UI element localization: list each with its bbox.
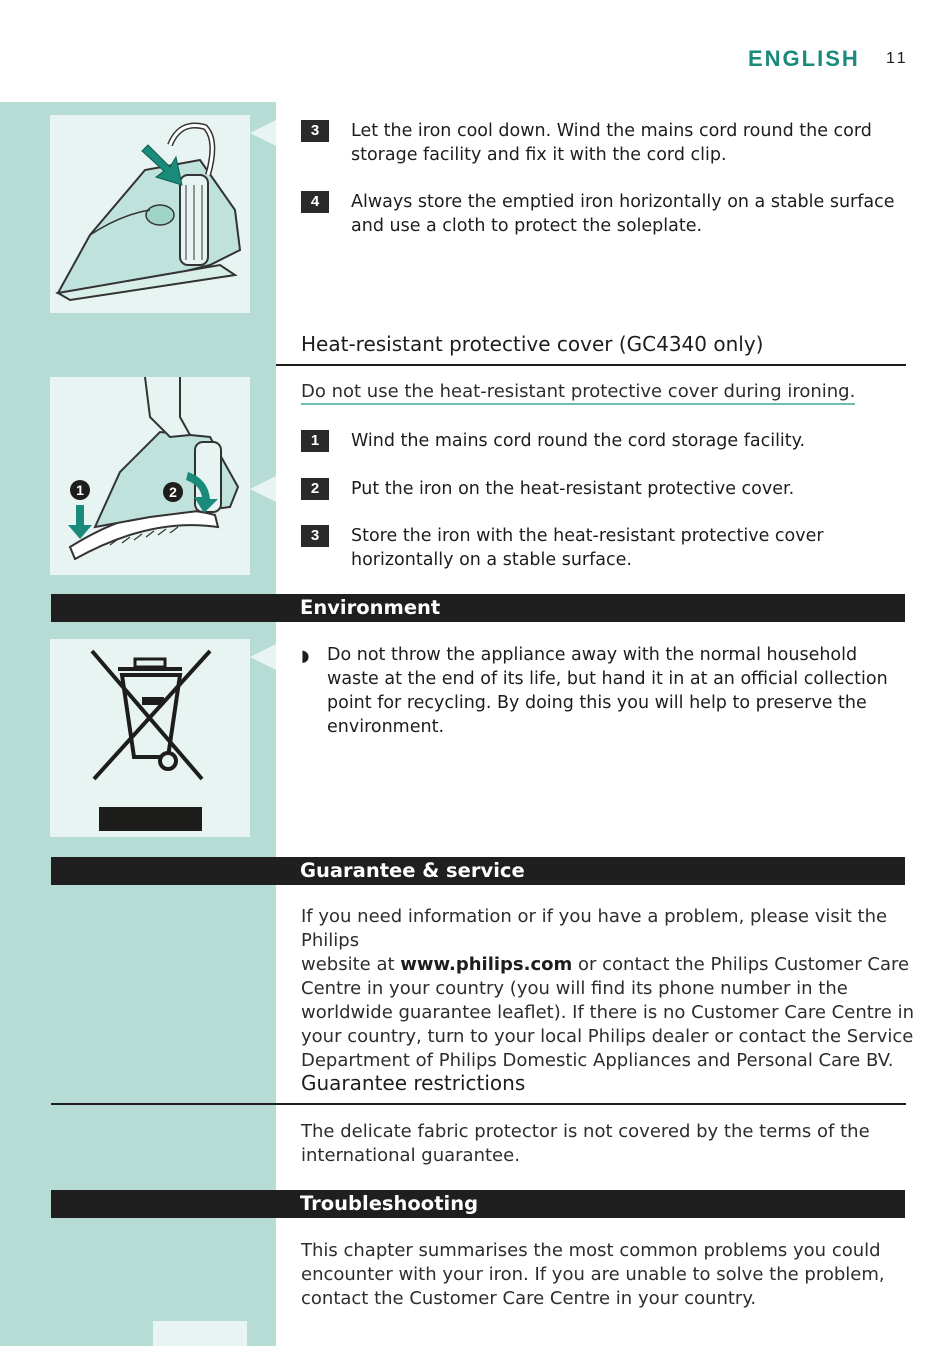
- figure-pointer: [250, 120, 276, 146]
- iron-cord-illustration: [50, 115, 250, 313]
- section-title: Guarantee & service: [300, 859, 525, 882]
- section-rule: [276, 364, 906, 366]
- crossed-bin-icon: [50, 639, 250, 837]
- step-line: and use a cloth to protect the soleplate.: [351, 216, 703, 236]
- step-line: horizontally on a stable surface.: [351, 550, 632, 570]
- figure-iron-cord-storage: [50, 115, 250, 313]
- section-bar-troubleshooting: [51, 1190, 905, 1218]
- figure-marker-2: 2: [169, 484, 177, 500]
- text-line: international guarantee.: [301, 1145, 520, 1166]
- text-line: encounter with your iron. If you are unable to solve the problem,: [301, 1264, 885, 1285]
- section-subheading: Guarantee restrictions: [301, 1071, 526, 1095]
- step-line: storage facility and fix it with the cord clip.: [351, 145, 727, 165]
- text-line: waste at the end of its life, but hand it in at an official collection: [327, 669, 888, 689]
- bullet-icon: ◗: [301, 646, 310, 665]
- step-line: Wind the mains cord round the cord storage facility.: [351, 431, 806, 451]
- section-bar-environment: [51, 594, 905, 622]
- text-line: Do not throw the appliance away with the normal household: [327, 645, 858, 665]
- troubleshooting-intro: [301, 1239, 921, 1311]
- step-line: Put the iron on the heat-resistant protective cover.: [351, 479, 795, 499]
- step-text: [351, 429, 911, 453]
- text-line: environment.: [327, 717, 445, 737]
- step-number: 3: [301, 525, 329, 547]
- text-line: The delicate fabric protector is not covered by the terms of the: [301, 1121, 870, 1142]
- environment-text: [327, 643, 917, 739]
- step-number: 1: [301, 430, 329, 452]
- page-number: 11: [886, 50, 909, 67]
- website-link[interactable]: www.philips.com: [400, 954, 573, 975]
- text-line: Department of Philips Domestic Appliances and Personal Care BV.: [301, 1050, 894, 1071]
- figure-iron-on-cover: [50, 377, 250, 575]
- text-line: Centre in your country (you will find its phone number in the: [301, 978, 848, 999]
- step-text: [351, 524, 911, 572]
- section-bar-guarantee: [51, 857, 905, 885]
- text-line: point for recycling. By doing this you will help to preserve the: [327, 693, 867, 713]
- step-line: Store the iron with the heat-resistant protective cover: [351, 526, 824, 546]
- figure-panel-partial: [153, 1321, 247, 1346]
- section-title: Troubleshooting: [300, 1192, 479, 1215]
- section-rule: [51, 1103, 906, 1105]
- language-label: ENGLISH: [748, 46, 860, 71]
- text-line: This chapter summarises the most common problems you could: [301, 1240, 881, 1261]
- text-segment: website at: [301, 954, 401, 975]
- section-subheading: Heat-resistant protective cover (GC4340 only): [301, 332, 764, 356]
- step-text: [351, 119, 911, 167]
- section-title: Environment: [300, 596, 441, 619]
- step-number: 3: [301, 120, 329, 142]
- guarantee-intro: [301, 905, 921, 1073]
- step-text: [351, 477, 911, 501]
- warning-text: Do not use the heat-resistant protective cover during ironing.: [301, 381, 855, 405]
- restrictions-text: [301, 1120, 921, 1168]
- text-segment: or contact the Philips Customer Care: [572, 954, 910, 975]
- text-line: worldwide guarantee leaflet). If there is no Customer Care Centre in: [301, 1002, 915, 1023]
- figure-pointer: [250, 476, 276, 502]
- step-number: 4: [301, 191, 329, 213]
- figure-pointer: [250, 644, 276, 670]
- figure-recycle-bin: [50, 639, 250, 837]
- step-number: 2: [301, 478, 329, 500]
- figure-marker-1: 1: [76, 482, 84, 498]
- step-line: Let the iron cool down. Wind the mains cord round the cord: [351, 121, 872, 141]
- text-line: contact the Customer Care Centre in your country.: [301, 1288, 757, 1309]
- iron-cover-illustration: [50, 377, 250, 575]
- text-line: [301, 953, 921, 977]
- step-text: [351, 190, 911, 238]
- step-line: Always store the emptied iron horizontally on a stable surface: [351, 192, 895, 212]
- text-line: your country, turn to your local Philips dealer or contact the Service: [301, 1026, 914, 1047]
- text-line: If you need information or if you have a problem, please visit the Philips: [301, 906, 888, 951]
